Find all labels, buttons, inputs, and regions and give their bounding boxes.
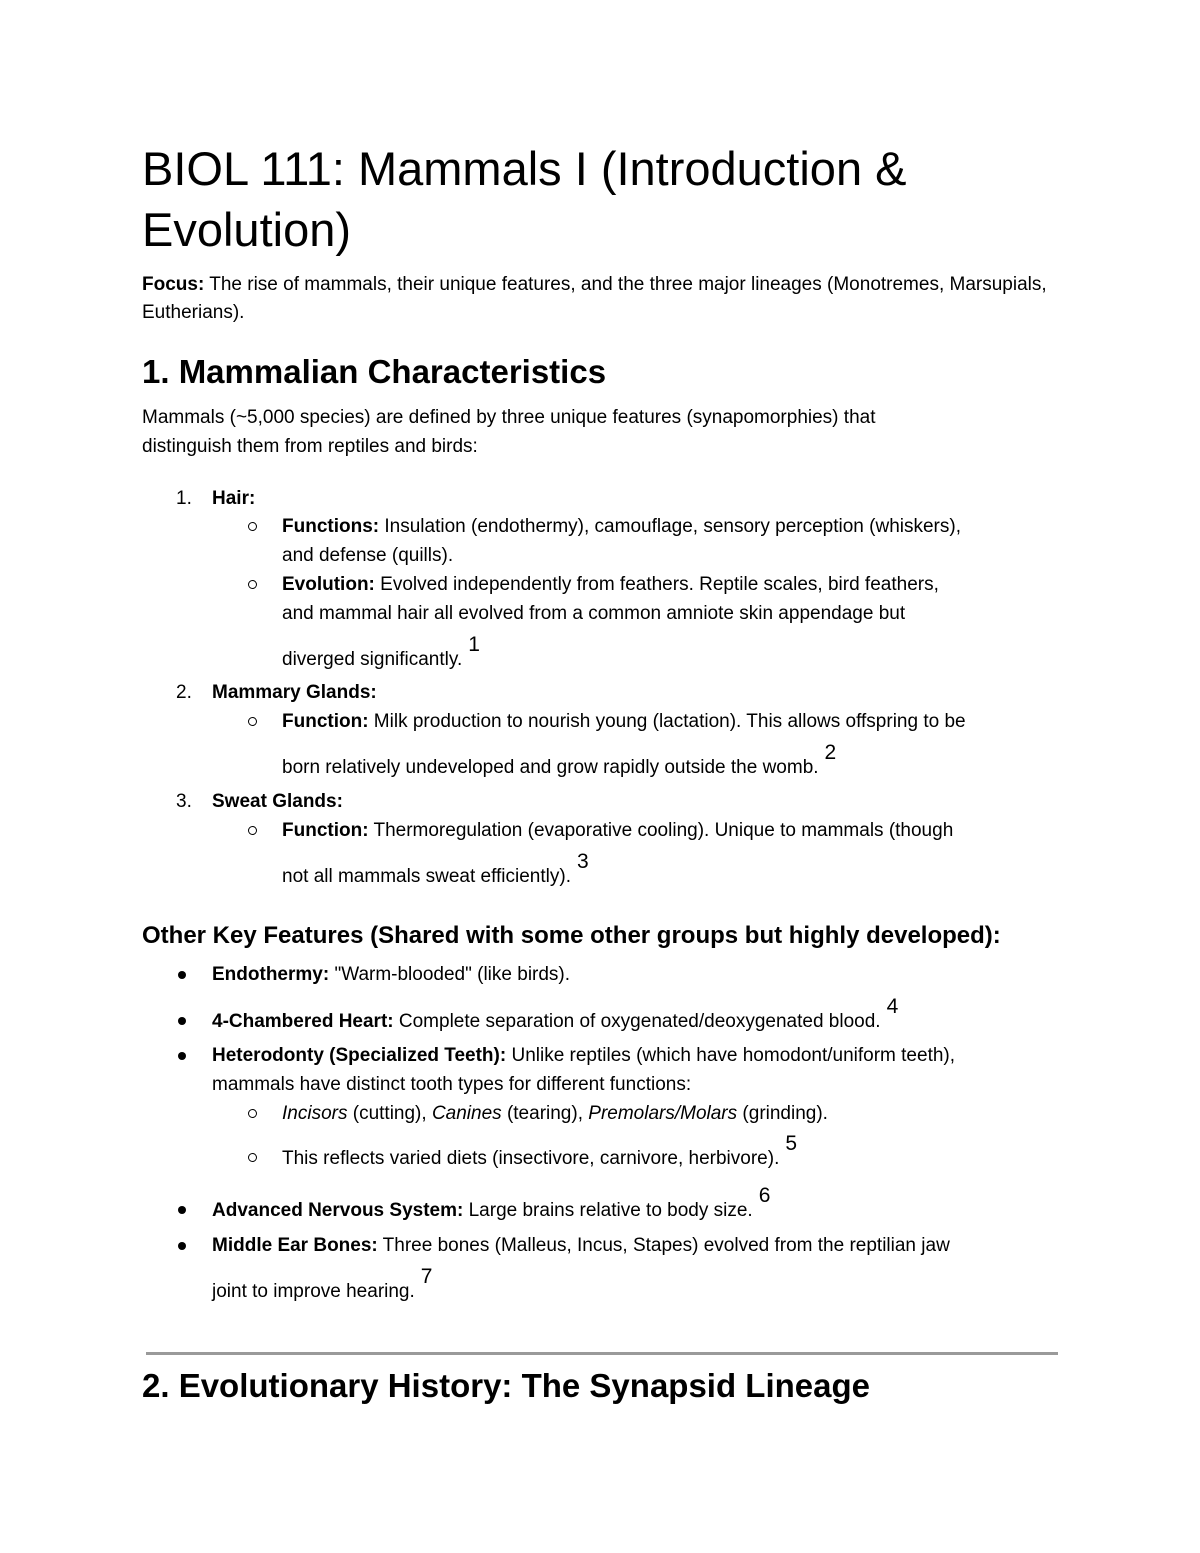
feature-line xyxy=(212,961,570,989)
footnote-ref[interactable]: 2 xyxy=(824,741,837,764)
feature-text: joint to improve hearing. xyxy=(212,1281,415,1302)
bullet-icon xyxy=(178,971,186,979)
feature-label: 4-Chambered Heart: xyxy=(212,1011,394,1032)
list-number: 3. xyxy=(176,791,192,812)
horizontal-divider xyxy=(146,1352,1058,1355)
sub-item-label: Functions: xyxy=(282,516,380,537)
page-title: BIOL 111: Mammals I (Introduction & Evolution) xyxy=(142,142,907,256)
bullet-icon xyxy=(178,1017,186,1025)
hollow-bullet-icon xyxy=(248,522,257,531)
tooth-type-molars: Premolars/Molars xyxy=(588,1103,738,1124)
focus-text: The rise of mammals, their unique features, and the three major lineages (Monotremes, Marsupials, Eutherians). xyxy=(142,274,1047,323)
bullet-icon xyxy=(178,1052,186,1060)
footnote-ref[interactable]: 4 xyxy=(886,995,899,1018)
feature-text: Large brains relative to body size. xyxy=(463,1200,753,1221)
sub-item-text: born relatively undeveloped and grow rapidly outside the womb. xyxy=(282,757,819,778)
sub-item-text: diverged significantly. xyxy=(282,649,463,670)
footnote-ref[interactable]: 7 xyxy=(420,1265,433,1288)
sub-item-text: not all mammals sweat efficiently). xyxy=(282,866,571,887)
section-2-heading: 2. Evolutionary History: The Synapsid Lineage xyxy=(142,1367,870,1404)
feature-label: Endothermy: xyxy=(212,964,330,985)
sub-item-line xyxy=(282,817,953,845)
feature-text: Complete separation of oxygenated/deoxygenated blood. xyxy=(393,1011,881,1032)
footnote-ref[interactable]: 6 xyxy=(758,1184,771,1207)
sub-item-text: (tearing), xyxy=(501,1103,589,1124)
sub-item-text: This reflects varied diets (insectivore, carnivore, herbivore). xyxy=(282,1148,780,1169)
footnote-ref[interactable]: 5 xyxy=(785,1132,798,1155)
feature-label: Middle Ear Bones: xyxy=(212,1235,378,1256)
hollow-bullet-icon xyxy=(248,580,257,589)
sub-item-text: (grinding). xyxy=(737,1103,828,1124)
list-item-label: Hair: xyxy=(212,488,256,509)
footnote-ref[interactable]: 1 xyxy=(468,633,480,656)
feature-line xyxy=(212,1232,950,1260)
sub-item-label: Function: xyxy=(282,820,369,841)
sub-item-line xyxy=(282,708,966,736)
sub-item-line xyxy=(282,1132,798,1173)
sub-item-text: Milk production to nourish young (lactation). This allows offspring to be xyxy=(368,711,966,732)
section-1-intro-line-2: distinguish them from reptiles and birds: xyxy=(142,436,478,457)
focus-paragraph xyxy=(142,271,1060,327)
footnote-ref[interactable]: 3 xyxy=(576,850,589,873)
tooth-type-canines: Canines xyxy=(431,1103,502,1124)
hollow-bullet-icon xyxy=(248,1109,257,1118)
sub-item-text: Insulation (endothermy), camouflage, sensory perception (whiskers), xyxy=(379,516,961,537)
sub-item-line xyxy=(282,633,480,674)
feature-text: Unlike reptiles (which have homodont/uniform teeth), xyxy=(506,1045,956,1066)
list-number: 2. xyxy=(176,682,192,703)
feature-label: Advanced Nervous System: xyxy=(212,1200,464,1221)
section-1-intro-line-1: Mammals (~5,000 species) are defined by three unique features (synapomorphies) that xyxy=(142,407,876,428)
feature-line xyxy=(212,1042,955,1070)
list-item-label: Sweat Glands: xyxy=(212,791,343,812)
feature-label: Heterodonty (Specialized Teeth): xyxy=(212,1045,507,1066)
hollow-bullet-icon xyxy=(248,1153,257,1162)
sub-item-text: (cutting), xyxy=(347,1103,432,1124)
sub-item-label: Function: xyxy=(282,711,369,732)
section-1-heading: 1. Mammalian Characteristics xyxy=(142,353,607,390)
feature-line: mammals have distinct tooth types for different functions: xyxy=(212,1074,692,1095)
feature-line xyxy=(212,1265,433,1306)
sub-item-line xyxy=(282,741,837,782)
feature-text: Three bones (Malleus, Incus, Stapes) evolved from the reptilian jaw xyxy=(377,1235,950,1256)
sub-item-line: and defense (quills). xyxy=(282,545,454,566)
sub-item-line xyxy=(282,850,589,891)
sub-item-text: Thermoregulation (evaporative cooling). Unique to mammals (though xyxy=(368,820,954,841)
sub-item-line xyxy=(282,513,961,541)
feature-line xyxy=(212,1184,771,1225)
sub-item-line: and mammal hair all evolved from a common amniote skin appendage but xyxy=(282,603,906,624)
list-number: 1. xyxy=(176,488,192,509)
hollow-bullet-icon xyxy=(248,826,257,835)
sub-item-line xyxy=(282,1100,828,1128)
bullet-icon xyxy=(178,1206,186,1214)
feature-line xyxy=(212,995,899,1036)
feature-text: "Warm-blooded" (like birds). xyxy=(329,964,571,985)
bullet-icon xyxy=(178,1242,186,1250)
other-features-heading: Other Key Features (Shared with some other groups but highly developed): xyxy=(142,922,1001,949)
sub-item-label: Evolution: xyxy=(282,574,375,595)
list-item-label: Mammary Glands: xyxy=(212,682,377,703)
tooth-type-incisors: Incisors xyxy=(282,1103,348,1124)
focus-label: Focus: xyxy=(142,274,205,295)
sub-item-line xyxy=(282,571,939,599)
sub-item-text: Evolved independently from feathers. Reptile scales, bird feathers, xyxy=(374,574,939,595)
hollow-bullet-icon xyxy=(248,717,257,726)
